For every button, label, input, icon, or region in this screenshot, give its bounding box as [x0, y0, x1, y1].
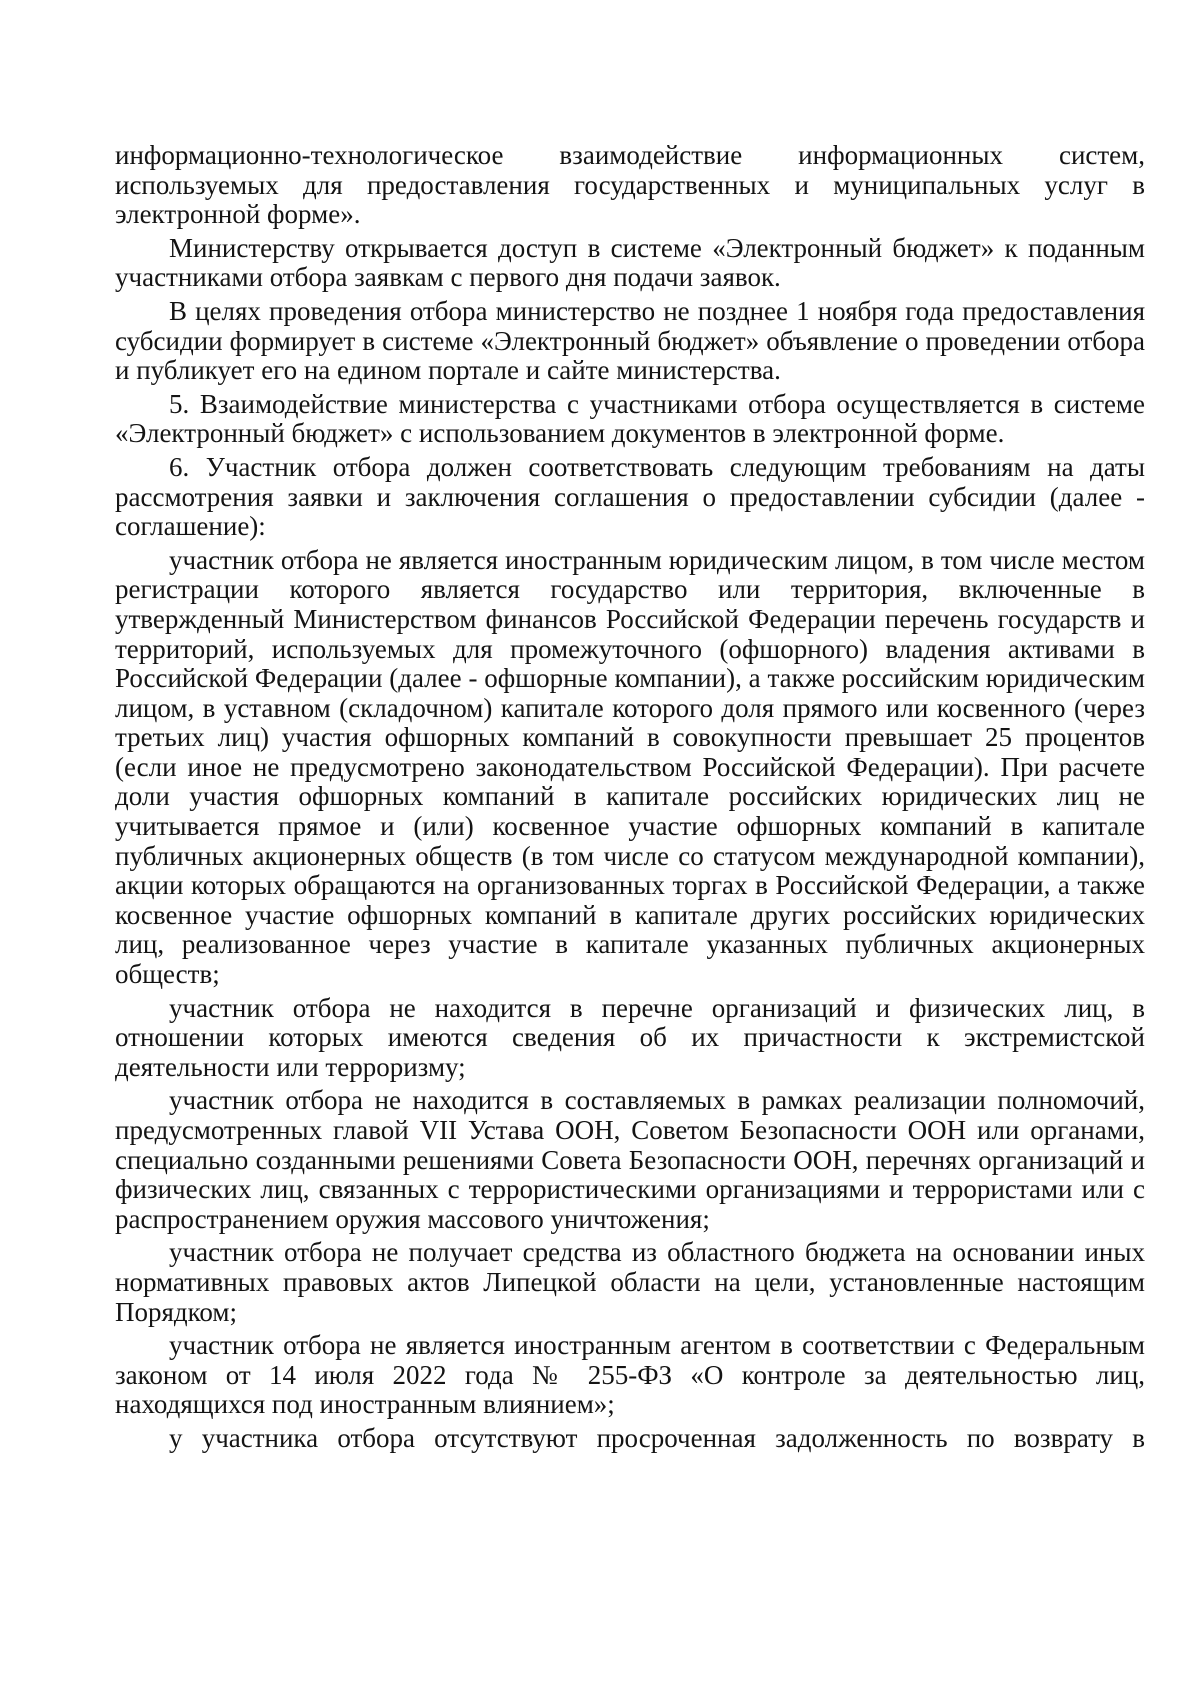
- paragraph-extremism: участник отбора не находится в перечне организаций и физических лиц, в отношении которых имеются сведения об их причастности к экстремистской деятельности или терроризму;: [115, 992, 1145, 1082]
- paragraph-debt: у участника отбора отсутствуют просроченная задолженность по возврату в: [169, 1422, 1145, 1453]
- paragraph-item-5: 5. Взаимодействие министерства с участниками отбора осуществляется в системе «Электронный бюджет» с использованием документов в электронной форме.: [115, 388, 1145, 449]
- paragraph-un-lists: участник отбора не находится в составляемых в рамках реализации полномочий, предусмотренных главой VII Устава ООН, Советом Безопасности ООН или органами, специально созданными решениями Совета Безопасности ООН, перечнях организаций и физических лиц, связанных с террористическими организациями и террористами или с распространением оружия массового уничтожения;: [115, 1085, 1145, 1234]
- document-body: [115, 141, 1145, 1458]
- paragraph-foreign-agent: участник отбора не является иностранным агентом в соответствии с Федеральным законом от 14 июля 2022 года № 255-ФЗ «О контроле за деятельностью лиц, находящихся под иностранным влиянием»;: [115, 1330, 1145, 1420]
- paragraph-continuation: информационно-технологическое взаимодействие информационных систем, используемых для предоставления государственных и муниципальных услуг в электронной форме».: [115, 140, 1145, 230]
- paragraph-announcement: В целях проведения отбора министерство не позднее 1 ноября года предоставления субсидии формирует в системе «Электронный бюджет» объявление о проведении отбора и публикует его на едином портале и сайте министерства.: [115, 295, 1145, 386]
- paragraph-offshore: участник отбора не является иностранным юридическим лицом, в том числе местом регистрации которого является государство или территория, включенные в утвержденный Министерством финансов Российской Федерации перечень государств и территорий, используемых для промежуточного (офшорного) владения активами в Российской Федерации (далее - офшорные компании), а также российским юридическим лицом, в уставном (складочном) капитале которого доля прямого или косвенного (через третьих лиц) участия офшорных компаний в совокупности превышает 25 процентов (если иное не предусмотрено законодательством Российской Федерации). При расчете доли участия офшорных компаний в капитале российских юридических лиц не учитывается прямое и (или) косвенное участие офшорных компаний в капитале публичных акционерных обществ (в том числе со статусом международной компании), акции которых обращаются на организованных торгах в Российской Федерации, а также косвенное участие офшорных компаний в капитале других российских юридических лиц, реализованное через участие в капитале указанных публичных акционерных обществ;: [115, 544, 1145, 990]
- paragraph-regional-budget: участник отбора не получает средства из областного бюджета на основании иных нормативных правовых актов Липецкой области на цели, установленные настоящим Порядком;: [115, 1237, 1145, 1327]
- paragraph-access: Министерству открывается доступ в системе «Электронный бюджет» к поданным участниками отбора заявкам с первого дня подачи заявок.: [115, 232, 1145, 293]
- paragraph-item-6: 6. Участник отбора должен соответствовать следующим требованиям на даты рассмотрения заявки и заключения соглашения о предоставлении субсидии (далее - соглашение):: [115, 451, 1145, 542]
